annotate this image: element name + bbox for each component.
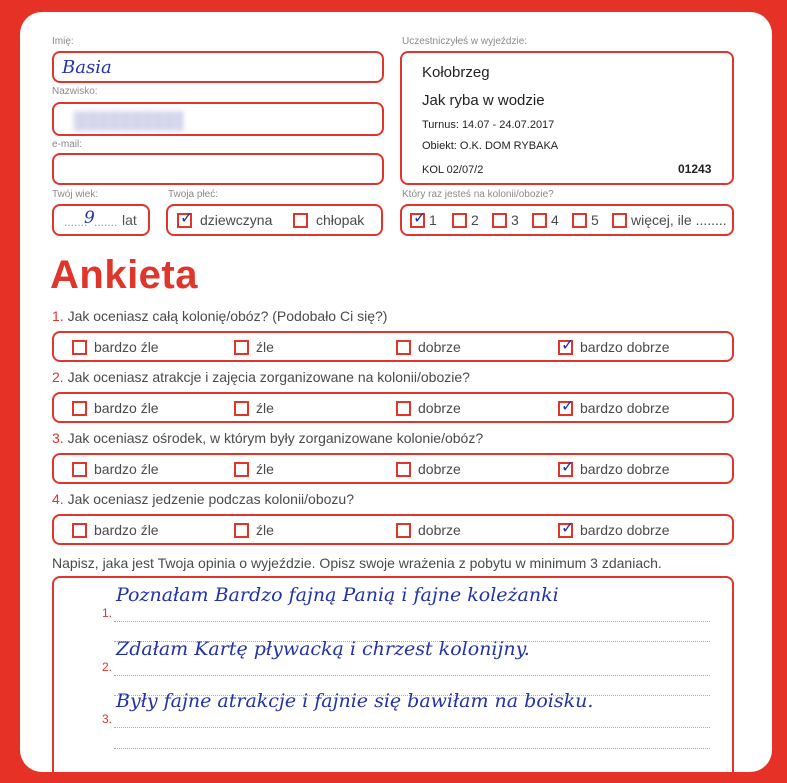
surname-label: Nazwisko: [52,86,98,97]
question-4: 4. Jak oceniasz jedzenie podczas kolonii/obozu? [52,491,354,507]
survey-sheet [20,12,772,772]
times-option-1[interactable]: ✓ 1 [410,212,437,228]
trip-number: 01243 [678,162,712,176]
q1-checkbox-3[interactable] [396,340,411,355]
q1-option-1[interactable]: bardzo źle [72,333,159,361]
times-checkbox-4[interactable] [532,213,547,228]
q2-checkbox-1[interactable] [72,401,87,416]
check-mark-icon: ✓ [561,334,575,354]
dotted-line [114,727,710,728]
times-checkbox-5[interactable] [572,213,587,228]
q4-checkbox-3[interactable] [396,523,411,538]
trip-info-box [400,51,734,185]
q3-checkbox-4[interactable] [558,456,575,477]
survey-title: Ankieta [50,253,198,297]
q3-option-2[interactable]: źle [234,455,274,483]
q4-option-2[interactable]: źle [234,516,274,544]
age-label: Twój wiek: [52,189,99,200]
q3-checkbox-2[interactable] [234,462,249,477]
q1-checkbox-4[interactable] [558,334,575,355]
q2-option-2[interactable]: źle [234,394,274,422]
q3-checkbox-1[interactable] [72,462,87,477]
q3-checkbox-3[interactable] [396,462,411,477]
q3-option-3[interactable]: dobrze [396,455,461,483]
q4-option-3[interactable]: dobrze [396,516,461,544]
times-checkbox-2[interactable] [452,213,467,228]
gender-option-girl[interactable]: ✓ dziewczyna [177,212,272,228]
name-label: Imię: [52,36,74,47]
times-label: Który raz jesteś na kolonii/obozie? [402,189,554,200]
surname-field[interactable] [52,102,384,136]
q4-option-4[interactable]: ✓ bardzo dobrze [558,516,670,544]
q4-option-1[interactable]: bardzo źle [72,516,159,544]
q2-checkbox-2[interactable] [234,401,249,416]
q1-option-2[interactable]: źle [234,333,274,361]
check-mark-icon: ✓ [561,517,575,537]
times-checkbox-more[interactable] [612,213,627,228]
q3-option-1[interactable]: bardzo źle [72,455,159,483]
q4-checkbox-4[interactable] [558,517,575,538]
check-mark-icon: ✓ [180,207,194,227]
q2-checkbox-3[interactable] [396,401,411,416]
question-3: 3. Jak oceniasz ośrodek, w którym były zorganizowane kolonie/obóz? [52,430,484,446]
question-2: 2. Jak oceniasz atrakcje i zajęcia zorganizowane na kolonii/obozie? [52,369,470,385]
q1-option-3[interactable]: dobrze [396,333,461,361]
times-field [400,204,734,236]
check-mark-icon: ✓ [413,207,427,227]
q1-checkbox-1[interactable] [72,340,87,355]
trip-object: Obiekt: O.K. DOM RYBAKA [422,140,559,152]
age-field[interactable]: ....... 9 ....... lat [52,204,150,236]
question-2-answers [52,392,734,423]
dotted-line [114,621,710,622]
dotted-line [114,675,710,676]
email-field[interactable] [52,153,384,185]
q2-option-4[interactable]: ✓ bardzo dobrze [558,394,670,422]
girl-checkbox[interactable] [177,207,194,228]
gender-option-boy[interactable]: chłopak [293,212,364,228]
times-checkbox-1[interactable] [410,207,427,228]
q1-option-4[interactable]: ✓ bardzo dobrze [558,333,670,361]
times-option-3[interactable]: 3 [492,212,519,228]
q3-option-4[interactable]: ✓ bardzo dobrze [558,455,670,483]
boy-checkbox[interactable] [293,213,308,228]
times-option-more[interactable]: więcej, ile ........ [612,212,727,228]
trip-code: KOL 02/07/2 [422,164,484,176]
times-checkbox-3[interactable] [492,213,507,228]
trip-name: Jak ryba w wodzie [422,92,545,109]
q1-checkbox-2[interactable] [234,340,249,355]
q2-option-3[interactable]: dobrze [396,394,461,422]
question-3-answers [52,453,734,484]
q4-checkbox-1[interactable] [72,523,87,538]
question-4-answers [52,514,734,545]
email-label: e-mail: [52,139,83,150]
opinion-line-3: Były fajne atrakcje i fajnie się bawiłam na boisku. [116,690,594,712]
redacted-surname [74,111,184,131]
name-value: Basia [62,57,112,78]
question-1: 1. Jak oceniasz całą kolonię/obóz? (Podobało Ci się?) [52,308,388,324]
trip-label: Uczestniczyłeś w wyjeździe: [402,36,528,47]
opinion-line-1: Poznałam Bardzo fajną Panią i fajne koleżanki [116,584,559,606]
age-value: 9 [84,208,95,228]
name-field[interactable] [52,51,384,83]
q2-checkbox-4[interactable] [558,395,575,416]
trip-city: Kołobrzeg [422,64,490,81]
age-unit: lat [122,212,137,228]
q2-option-1[interactable]: bardzo źle [72,394,159,422]
opinion-box[interactable]: 1. Poznałam Bardzo fajną Panią i fajne koleżanki 2. Zdałam Kartę pływacką i chrzest kolonijny. 3. Były fajne atrakcje i fajnie się bawiłam na boisku. [52,576,734,772]
times-option-5[interactable]: 5 [572,212,599,228]
trip-turn: Turnus: 14.07 - 24.07.2017 [422,119,555,131]
check-mark-icon: ✓ [561,395,575,415]
opinion-prompt: Napisz, jaka jest Twoja opinia o wyjeździe. Opisz swoje wrażenia z pobytu w minimum 3 zdaniach. [52,555,662,571]
gender-field [166,204,383,236]
opinion-line-2: Zdałam Kartę pływacką i chrzest kolonijny. [116,638,530,660]
question-1-answers [52,331,734,362]
times-option-4[interactable]: 4 [532,212,559,228]
times-option-2[interactable]: 2 [452,212,479,228]
gender-label: Twoja płeć: [168,189,219,200]
q4-checkbox-2[interactable] [234,523,249,538]
check-mark-icon: ✓ [561,456,575,476]
dotted-line [114,748,710,749]
